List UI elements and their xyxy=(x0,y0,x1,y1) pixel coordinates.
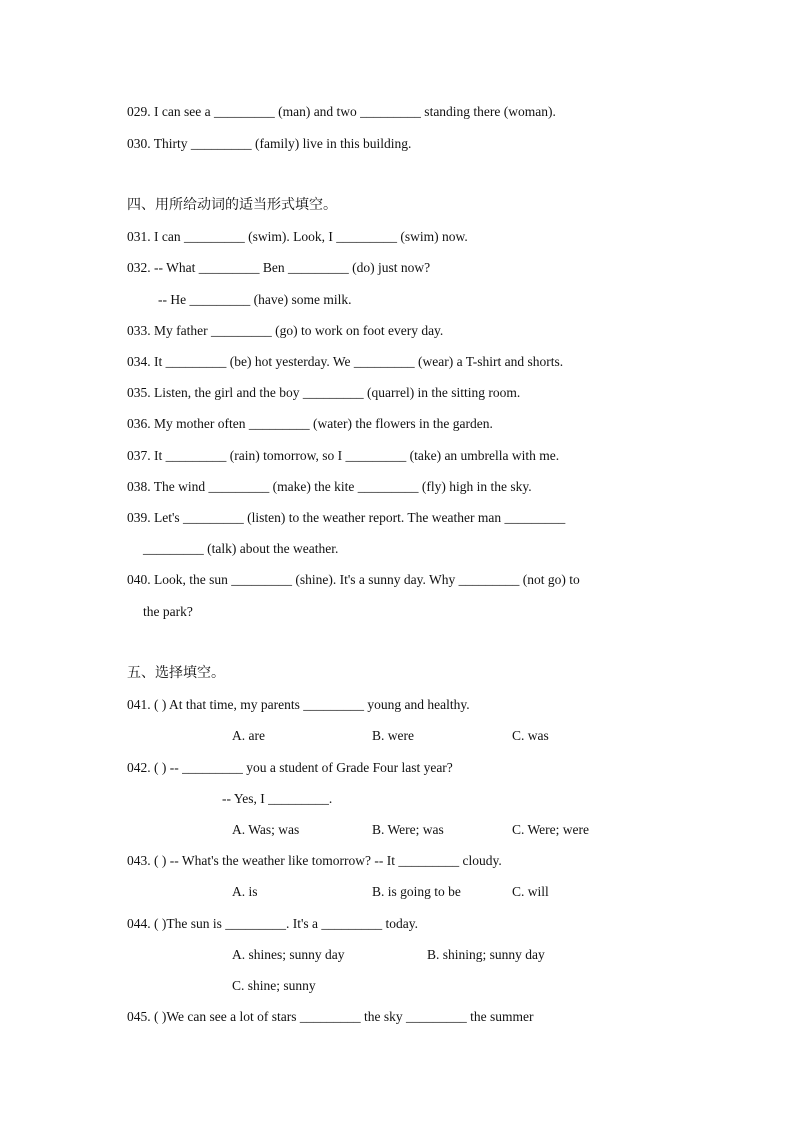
question-037: 037. It _________ (rain) tomorrow, so I _________ (take) an umbrella with me. xyxy=(127,448,560,463)
question-029: 029. I can see a _________ (man) and two _________ standing there (woman). xyxy=(127,104,556,119)
section-5-heading: 五、选择填空。 xyxy=(127,665,225,681)
question-034: 034. It _________ (be) hot yesterday. We _________ (wear) a T-shirt and shorts. xyxy=(127,354,564,369)
option-044-c: C. shine; sunny xyxy=(232,978,316,993)
question-042-answer-line: -- Yes, I _________. xyxy=(222,791,333,806)
question-039: 039. Let's _________ (listen) to the weather report. The weather man _________ xyxy=(127,510,566,525)
question-035: 035. Listen, the girl and the boy _________ (quarrel) in the sitting room. xyxy=(127,385,521,400)
question-040-continued: the park? xyxy=(143,604,193,619)
question-043: 043. ( ) -- What's the weather like tomorrow? -- It _________ cloudy. xyxy=(127,853,502,868)
question-032-answer-line: -- He _________ (have) some milk. xyxy=(158,292,352,307)
option-042-c: C. Were; were xyxy=(512,822,590,837)
option-043-b: B. is going to be xyxy=(372,884,461,899)
question-044: 044. ( )The sun is _________. It's a _________ today. xyxy=(127,916,419,931)
option-042-b: B. Were; was xyxy=(372,822,444,837)
option-041-a: A. are xyxy=(232,728,265,743)
option-043-a: A. is xyxy=(232,884,258,899)
question-032: 032. -- What _________ Ben _________ (do) just now? xyxy=(127,260,431,275)
question-041: 041. ( ) At that time, my parents _________ young and healthy. xyxy=(127,697,470,712)
option-043-c: C. will xyxy=(512,884,549,899)
question-039-continued: _________ (talk) about the weather. xyxy=(143,541,339,556)
option-041-c: C. was xyxy=(512,728,549,743)
question-031: 031. I can _________ (swim). Look, I _________ (swim) now. xyxy=(127,229,468,244)
question-040: 040. Look, the sun _________ (shine). It's a sunny day. Why _________ (not go) to xyxy=(127,572,580,587)
section-4-heading: 四、用所给动词的适当形式填空。 xyxy=(127,197,337,213)
question-042: 042. ( ) -- _________ you a student of Grade Four last year? xyxy=(127,760,453,775)
question-038: 038. The wind _________ (make) the kite _________ (fly) high in the sky. xyxy=(127,479,532,494)
option-042-a: A. Was; was xyxy=(232,822,300,837)
question-030: 030. Thirty _________ (family) live in this building. xyxy=(127,136,412,151)
option-041-b: B. were xyxy=(372,728,414,743)
question-033: 033. My father _________ (go) to work on foot every day. xyxy=(127,323,444,338)
option-044-b: B. shining; sunny day xyxy=(427,947,545,962)
option-044-a: A. shines; sunny day xyxy=(232,947,345,962)
question-036: 036. My mother often _________ (water) the flowers in the garden. xyxy=(127,416,493,431)
question-045: 045. ( )We can see a lot of stars _________ the sky _________ the summer xyxy=(127,1009,534,1024)
